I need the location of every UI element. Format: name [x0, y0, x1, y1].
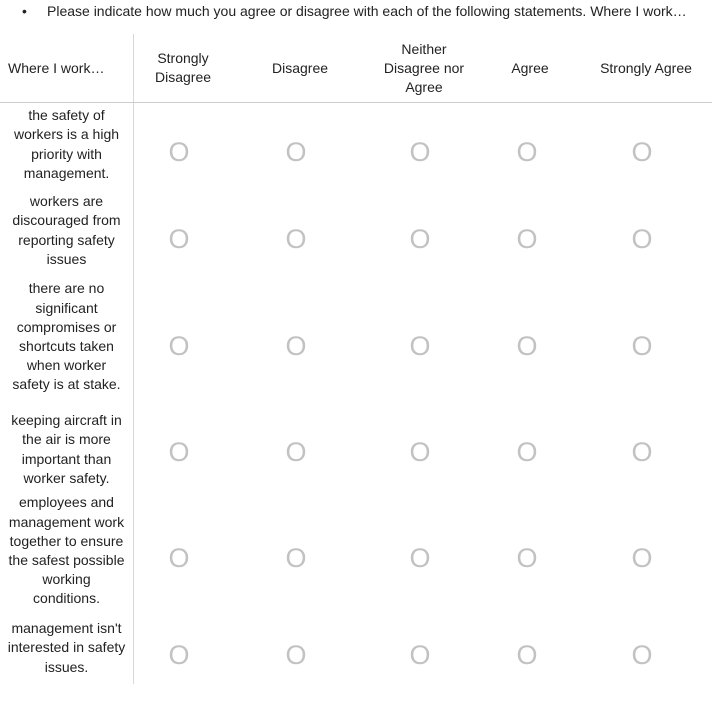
radio-row4-agree[interactable]: O [516, 436, 538, 467]
row-label: employees and management work together to ensure the safest possible working conditions. [8, 494, 125, 607]
radio-row4-strongly-disagree[interactable]: O [168, 436, 190, 467]
question-prompt [0, 0, 712, 22]
radio-row6-strongly-disagree[interactable]: O [168, 639, 190, 670]
radio-row5-strongly-agree[interactable]: O [631, 542, 653, 573]
row-label: keeping aircraft in the air is more important than worker safety. [11, 412, 122, 486]
radio-row6-agree[interactable]: O [516, 639, 538, 670]
radio-row2-agree[interactable]: O [516, 223, 538, 254]
radio-row3-strongly-agree[interactable]: O [631, 330, 653, 361]
radio-row2-strongly-disagree[interactable]: O [168, 223, 190, 254]
corner-label: Where I work… [8, 59, 105, 76]
question-text: Please indicate how much you agree or disagree with each of the following statements. Where I work… [47, 3, 687, 19]
radio-row5-strongly-disagree[interactable]: O [168, 542, 190, 573]
column-header-disagree: Disagree [271, 59, 329, 76]
radio-row6-disagree[interactable]: O [285, 639, 307, 670]
radio-row2-strongly-agree[interactable]: O [631, 223, 653, 254]
radio-row6-strongly-agree[interactable]: O [631, 639, 653, 670]
radio-row5-disagree[interactable]: O [285, 542, 307, 573]
radio-row4-disagree[interactable]: O [285, 436, 307, 467]
radio-row1-strongly-disagree[interactable]: O [168, 136, 190, 167]
radio-row2-neither[interactable]: O [409, 223, 431, 254]
radio-row1-strongly-agree[interactable]: O [631, 136, 653, 167]
column-header-agree: Agree [511, 59, 549, 76]
radio-row1-neither[interactable]: O [409, 136, 431, 167]
radio-row1-agree[interactable]: O [516, 136, 538, 167]
radio-row3-agree[interactable]: O [516, 330, 538, 361]
row-label: management isn't interested in safety issues. [7, 620, 126, 675]
radio-row4-strongly-agree[interactable]: O [631, 436, 653, 467]
column-header-strongly-agree: Strongly Agree [600, 59, 692, 76]
row-label: workers are discouraged from reporting safety issues [12, 193, 121, 267]
radio-row4-neither[interactable]: O [409, 436, 431, 467]
radio-row6-neither[interactable]: O [409, 639, 431, 670]
radio-row1-disagree[interactable]: O [285, 136, 307, 167]
column-header-strongly-disagree: Strongly Disagree [154, 50, 212, 85]
radio-row5-neither[interactable]: O [409, 542, 431, 573]
row-label: the safety of workers is a high priority with management. [13, 107, 120, 181]
radio-row3-strongly-disagree[interactable]: O [168, 330, 190, 361]
bullet-icon: • [22, 3, 27, 19]
radio-row2-disagree[interactable]: O [285, 223, 307, 254]
radio-row3-neither[interactable]: O [409, 330, 431, 361]
column-header-neither: Neither Disagree nor Agree [383, 40, 465, 95]
radio-row5-agree[interactable]: O [516, 542, 538, 573]
row-label: there are no significant compromises or shortcuts taken when worker safety is at stake. [12, 280, 121, 393]
column-divider [133, 34, 134, 684]
radio-row3-disagree[interactable]: O [285, 330, 307, 361]
